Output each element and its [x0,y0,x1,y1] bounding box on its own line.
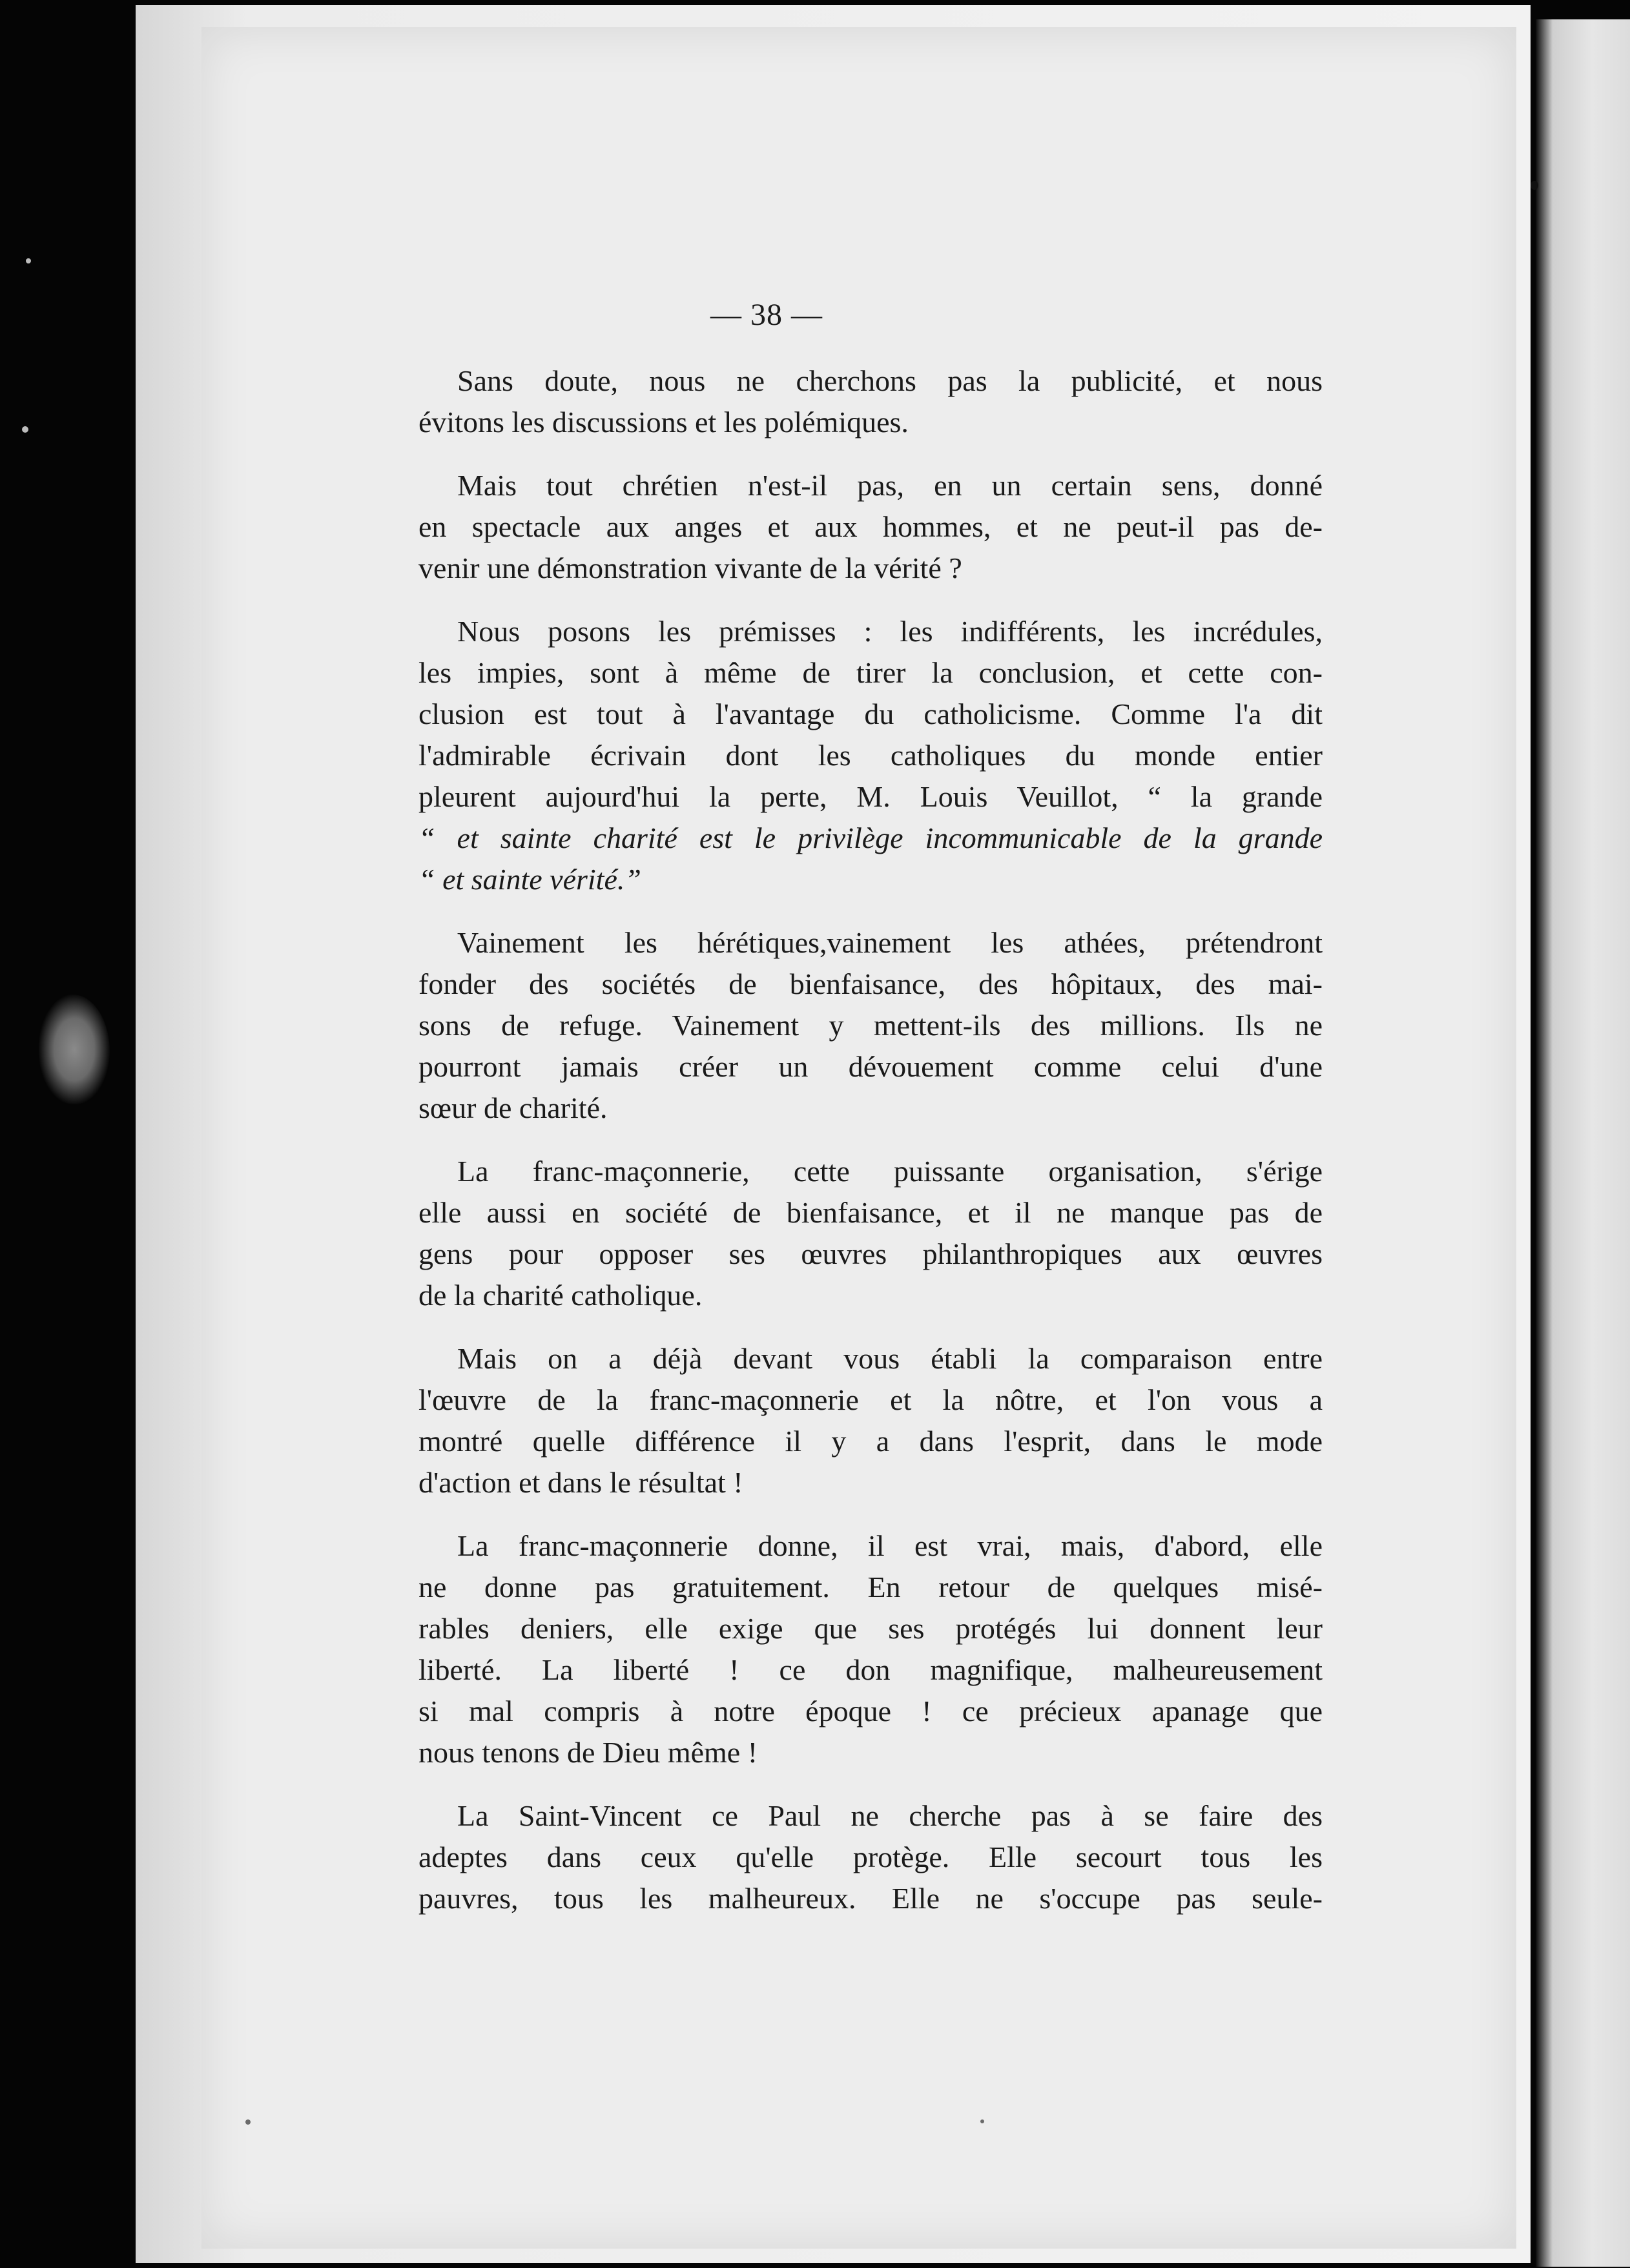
text-line: Mais on a déjà devant vous établi la comparaison entre [457,1342,1323,1375]
paragraph [418,1525,1323,1773]
text-line: La franc-maçonnerie donne, il est vrai, mais, d'abord, elle [457,1529,1323,1562]
text-line: nous tenons de Dieu même ! [418,1736,758,1769]
text-line: clusion est tout à l'avantage du catholicisme. Comme l'a dit [418,697,1323,730]
right-facing-leaf [1536,19,1630,2267]
text-line: La franc-maçonnerie, cette puissante organisation, s'érige [457,1155,1323,1188]
text-line: ne donne pas gratuitement. En retour de quelques misé- [418,1571,1323,1603]
text-line: Vainement les hérétiques,vainement les athées, prétendront [457,926,1323,959]
text-line: sons de refuge. Vainement y mettent-ils des millions. Ils ne [418,1009,1323,1042]
text-line: d'action et dans le résultat ! [418,1466,743,1499]
text-line: évitons les discussions et les polémiques. [418,406,909,438]
text-line: de la charité catholique. [418,1279,703,1312]
text-line: La Saint-Vincent ce Paul ne cherche pas à se faire des [457,1799,1323,1832]
text-line: pauvres, tous les malheureux. Elle ne s'occupe pas seule- [418,1882,1323,1915]
text-line: liberté. La liberté ! ce don magnifique, malheureusement [418,1653,1323,1686]
body-text [418,360,1323,1941]
paragraph [418,1795,1323,1919]
text-line: elle aussi en société de bienfaisance, et il ne manque pas de [418,1196,1323,1229]
text-line: l'œuvre de la franc-maçonnerie et la nôtre, et l'on vous a [418,1383,1323,1416]
paper-speck [980,2119,984,2123]
text-line: gens pour opposer ses œuvres philanthropiques aux œuvres [418,1237,1323,1270]
text-line: montré quelle différence il y a dans l'esprit, dans le mode [418,1425,1323,1458]
text-line: Sans doute, nous ne cherchons pas la publicité, et nous [457,364,1323,397]
quote-line: “ et sainte vérité.” [418,863,641,896]
page-number: — 38 — [710,298,823,332]
paragraph [418,611,1323,900]
binding-mark [1531,181,1538,190]
scan-speck [22,426,28,433]
quote-line: “ et sainte charité est le privilège incommunicable de la grande [418,821,1323,854]
paragraph [418,1338,1323,1503]
text-line: pleurent aujourd'hui la perte, M. Louis Veuillot, “ la grande [418,780,1323,813]
paper-stain [39,995,110,1104]
paragraph [418,922,1323,1129]
paper-speck [245,2119,251,2125]
text-line: sœur de charité. [418,1091,608,1124]
text-line: Nous posons les prémisses : les indifférents, les incrédules, [457,615,1323,648]
paragraph [418,360,1323,443]
text-line: en spectacle aux anges et aux hommes, et ne peut-il pas de- [418,510,1323,543]
text-line: rables deniers, elle exige que ses protégés lui donnent leur [418,1612,1323,1645]
paragraph [418,1151,1323,1316]
text-line: fonder des sociétés de bienfaisance, des hôpitaux, des mai- [418,967,1323,1000]
paragraph [418,465,1323,589]
text-line: les impies, sont à même de tirer la conclusion, et cette con- [418,656,1323,689]
text-line: si mal compris à notre époque ! ce précieux apanage que [418,1695,1323,1727]
scan-speck [26,258,31,263]
text-line: adeptes dans ceux qu'elle protège. Elle secourt tous les [418,1840,1323,1873]
text-line: venir une démonstration vivante de la vérité ? [418,552,962,584]
text-line: Mais tout chrétien n'est-il pas, en un certain sens, donné [457,469,1323,502]
text-line: pourront jamais créer un dévouement comme celui d'une [418,1050,1323,1083]
text-line: l'admirable écrivain dont les catholiques du monde entier [418,739,1323,772]
